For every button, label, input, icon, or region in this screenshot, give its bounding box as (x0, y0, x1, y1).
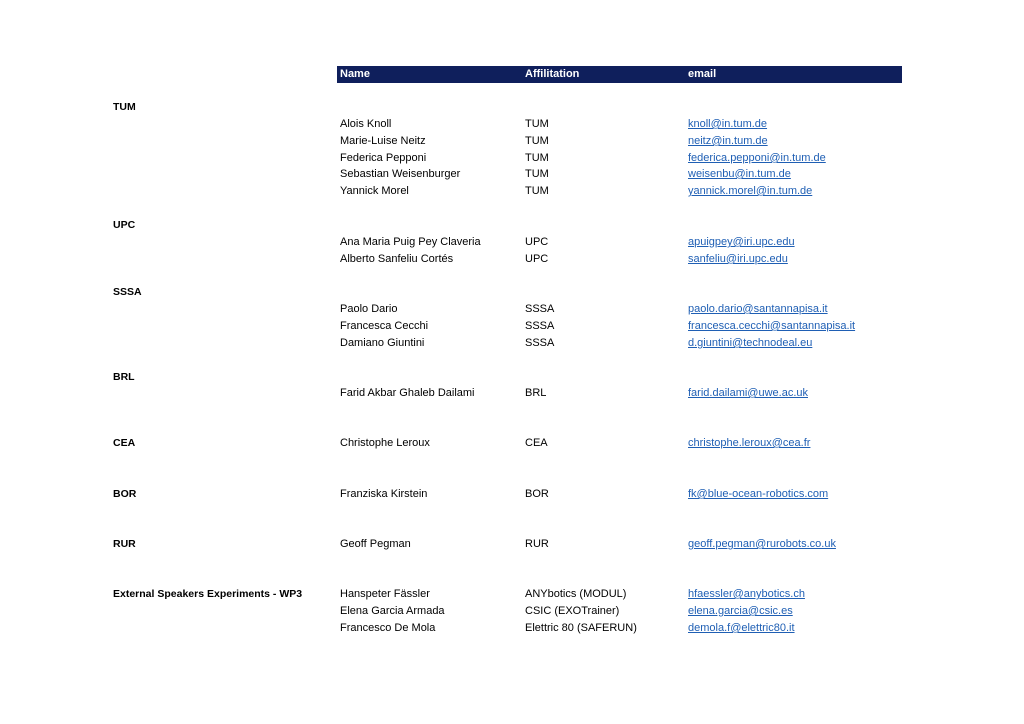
table-row (0, 538, 1024, 554)
contact-name: Federica Pepponi (340, 152, 427, 164)
contact-email-link[interactable]: yannick.morel@in.tum.de (688, 185, 813, 197)
contact-name: Marie-Luise Neitz (340, 135, 426, 147)
contact-email-link[interactable]: demola.f@elettric80.it (688, 622, 795, 634)
contact-name: Elena Garcia Armada (340, 605, 445, 617)
contact-affiliation: CSIC (EXOTrainer) (525, 605, 620, 617)
contact-name: Geoff Pegman (340, 538, 411, 550)
table-row (0, 337, 1024, 353)
contact-email-link[interactable]: farid.dailami@uwe.ac.uk (688, 387, 808, 399)
contact-email-link[interactable]: weisenbu@in.tum.de (688, 168, 791, 180)
contact-affiliation: TUM (525, 168, 549, 180)
group-label-brl: BRL (113, 371, 135, 383)
contact-affiliation: BOR (525, 488, 549, 500)
header-affiliation: Affilitation (525, 68, 580, 80)
group-label: CEA (113, 437, 136, 449)
contact-affiliation: RUR (525, 538, 549, 550)
table-row (0, 185, 1024, 201)
contact-affiliation: SSSA (525, 337, 555, 349)
contact-email-link[interactable]: sanfeliu@iri.upc.edu (688, 253, 788, 265)
contact-name: Christophe Leroux (340, 437, 430, 449)
contact-email-link[interactable]: christophe.leroux@cea.fr (688, 437, 811, 449)
table-row (0, 622, 1024, 638)
contact-affiliation: CEA (525, 437, 548, 449)
contact-name: Sebastian Weisenburger (340, 168, 461, 180)
contact-affiliation: TUM (525, 152, 549, 164)
table-header (337, 66, 902, 83)
table-row (0, 303, 1024, 319)
group-label-upc: UPC (113, 219, 136, 231)
table-row (0, 135, 1024, 151)
contact-email-link[interactable]: d.giuntini@technodeal.eu (688, 337, 813, 349)
contact-email-link[interactable]: geoff.pegman@rurobots.co.uk (688, 538, 836, 550)
table-row (0, 253, 1024, 269)
contact-affiliation: TUM (525, 135, 549, 147)
table-row (0, 168, 1024, 184)
contact-affiliation: SSSA (525, 303, 555, 315)
contact-email-link[interactable]: elena.garcia@csic.es (688, 605, 793, 617)
contact-name: Farid Akbar Ghaleb Dailami (340, 387, 475, 399)
group-label-tum: TUM (113, 101, 136, 113)
contact-affiliation: TUM (525, 118, 549, 130)
table-row (0, 320, 1024, 336)
group-label: BOR (113, 488, 137, 500)
contact-name: Francesco De Mola (340, 622, 436, 634)
contact-name: Francesca Cecchi (340, 320, 429, 332)
contact-email-link[interactable]: francesca.cecchi@santannapisa.it (688, 320, 856, 332)
contact-email-link[interactable]: neitz@in.tum.de (688, 135, 768, 147)
contact-name: Damiano Giuntini (340, 337, 425, 349)
group-label-sssa: SSSA (113, 286, 142, 298)
contact-email-link[interactable]: apuigpey@iri.upc.edu (688, 236, 795, 248)
contact-email-link[interactable]: hfaessler@anybotics.ch (688, 588, 805, 600)
contact-name: Ana Maria Puig Pey Claveria (340, 236, 481, 248)
group-label: RUR (113, 538, 136, 550)
table-row (0, 118, 1024, 134)
contact-affiliation: UPC (525, 253, 549, 265)
contact-name: Franziska Kirstein (340, 488, 428, 500)
header-email: email (688, 68, 717, 80)
contact-name: Hanspeter Fässler (340, 588, 430, 600)
contact-affiliation: UPC (525, 236, 549, 248)
contact-email-link[interactable]: paolo.dario@santannapisa.it (688, 303, 828, 315)
contact-name: Yannick Morel (340, 185, 409, 197)
table-row (0, 152, 1024, 168)
header-name: Name (340, 68, 370, 80)
table-row (0, 588, 1024, 604)
contact-affiliation: BRL (525, 387, 547, 399)
contact-affiliation: ANYbotics (MODUL) (525, 588, 627, 600)
table-row (0, 236, 1024, 252)
table-row (0, 387, 1024, 403)
contact-name: Alois Knoll (340, 118, 392, 130)
table-row (0, 488, 1024, 504)
contact-email-link[interactable]: knoll@in.tum.de (688, 118, 768, 130)
group-label: External Speakers Experiments - WP3 (113, 588, 303, 600)
contact-name: Alberto Sanfeliu Cortés (340, 253, 454, 265)
contact-name: Paolo Dario (340, 303, 398, 315)
contact-affiliation: SSSA (525, 320, 555, 332)
contact-email-link[interactable]: federica.pepponi@in.tum.de (688, 152, 826, 164)
contact-email-link[interactable]: fk@blue-ocean-robotics.com (688, 488, 829, 500)
contact-affiliation: TUM (525, 185, 549, 197)
table-row (0, 605, 1024, 621)
contact-affiliation: Elettric 80 (SAFERUN) (525, 622, 637, 634)
table-row (0, 437, 1024, 453)
